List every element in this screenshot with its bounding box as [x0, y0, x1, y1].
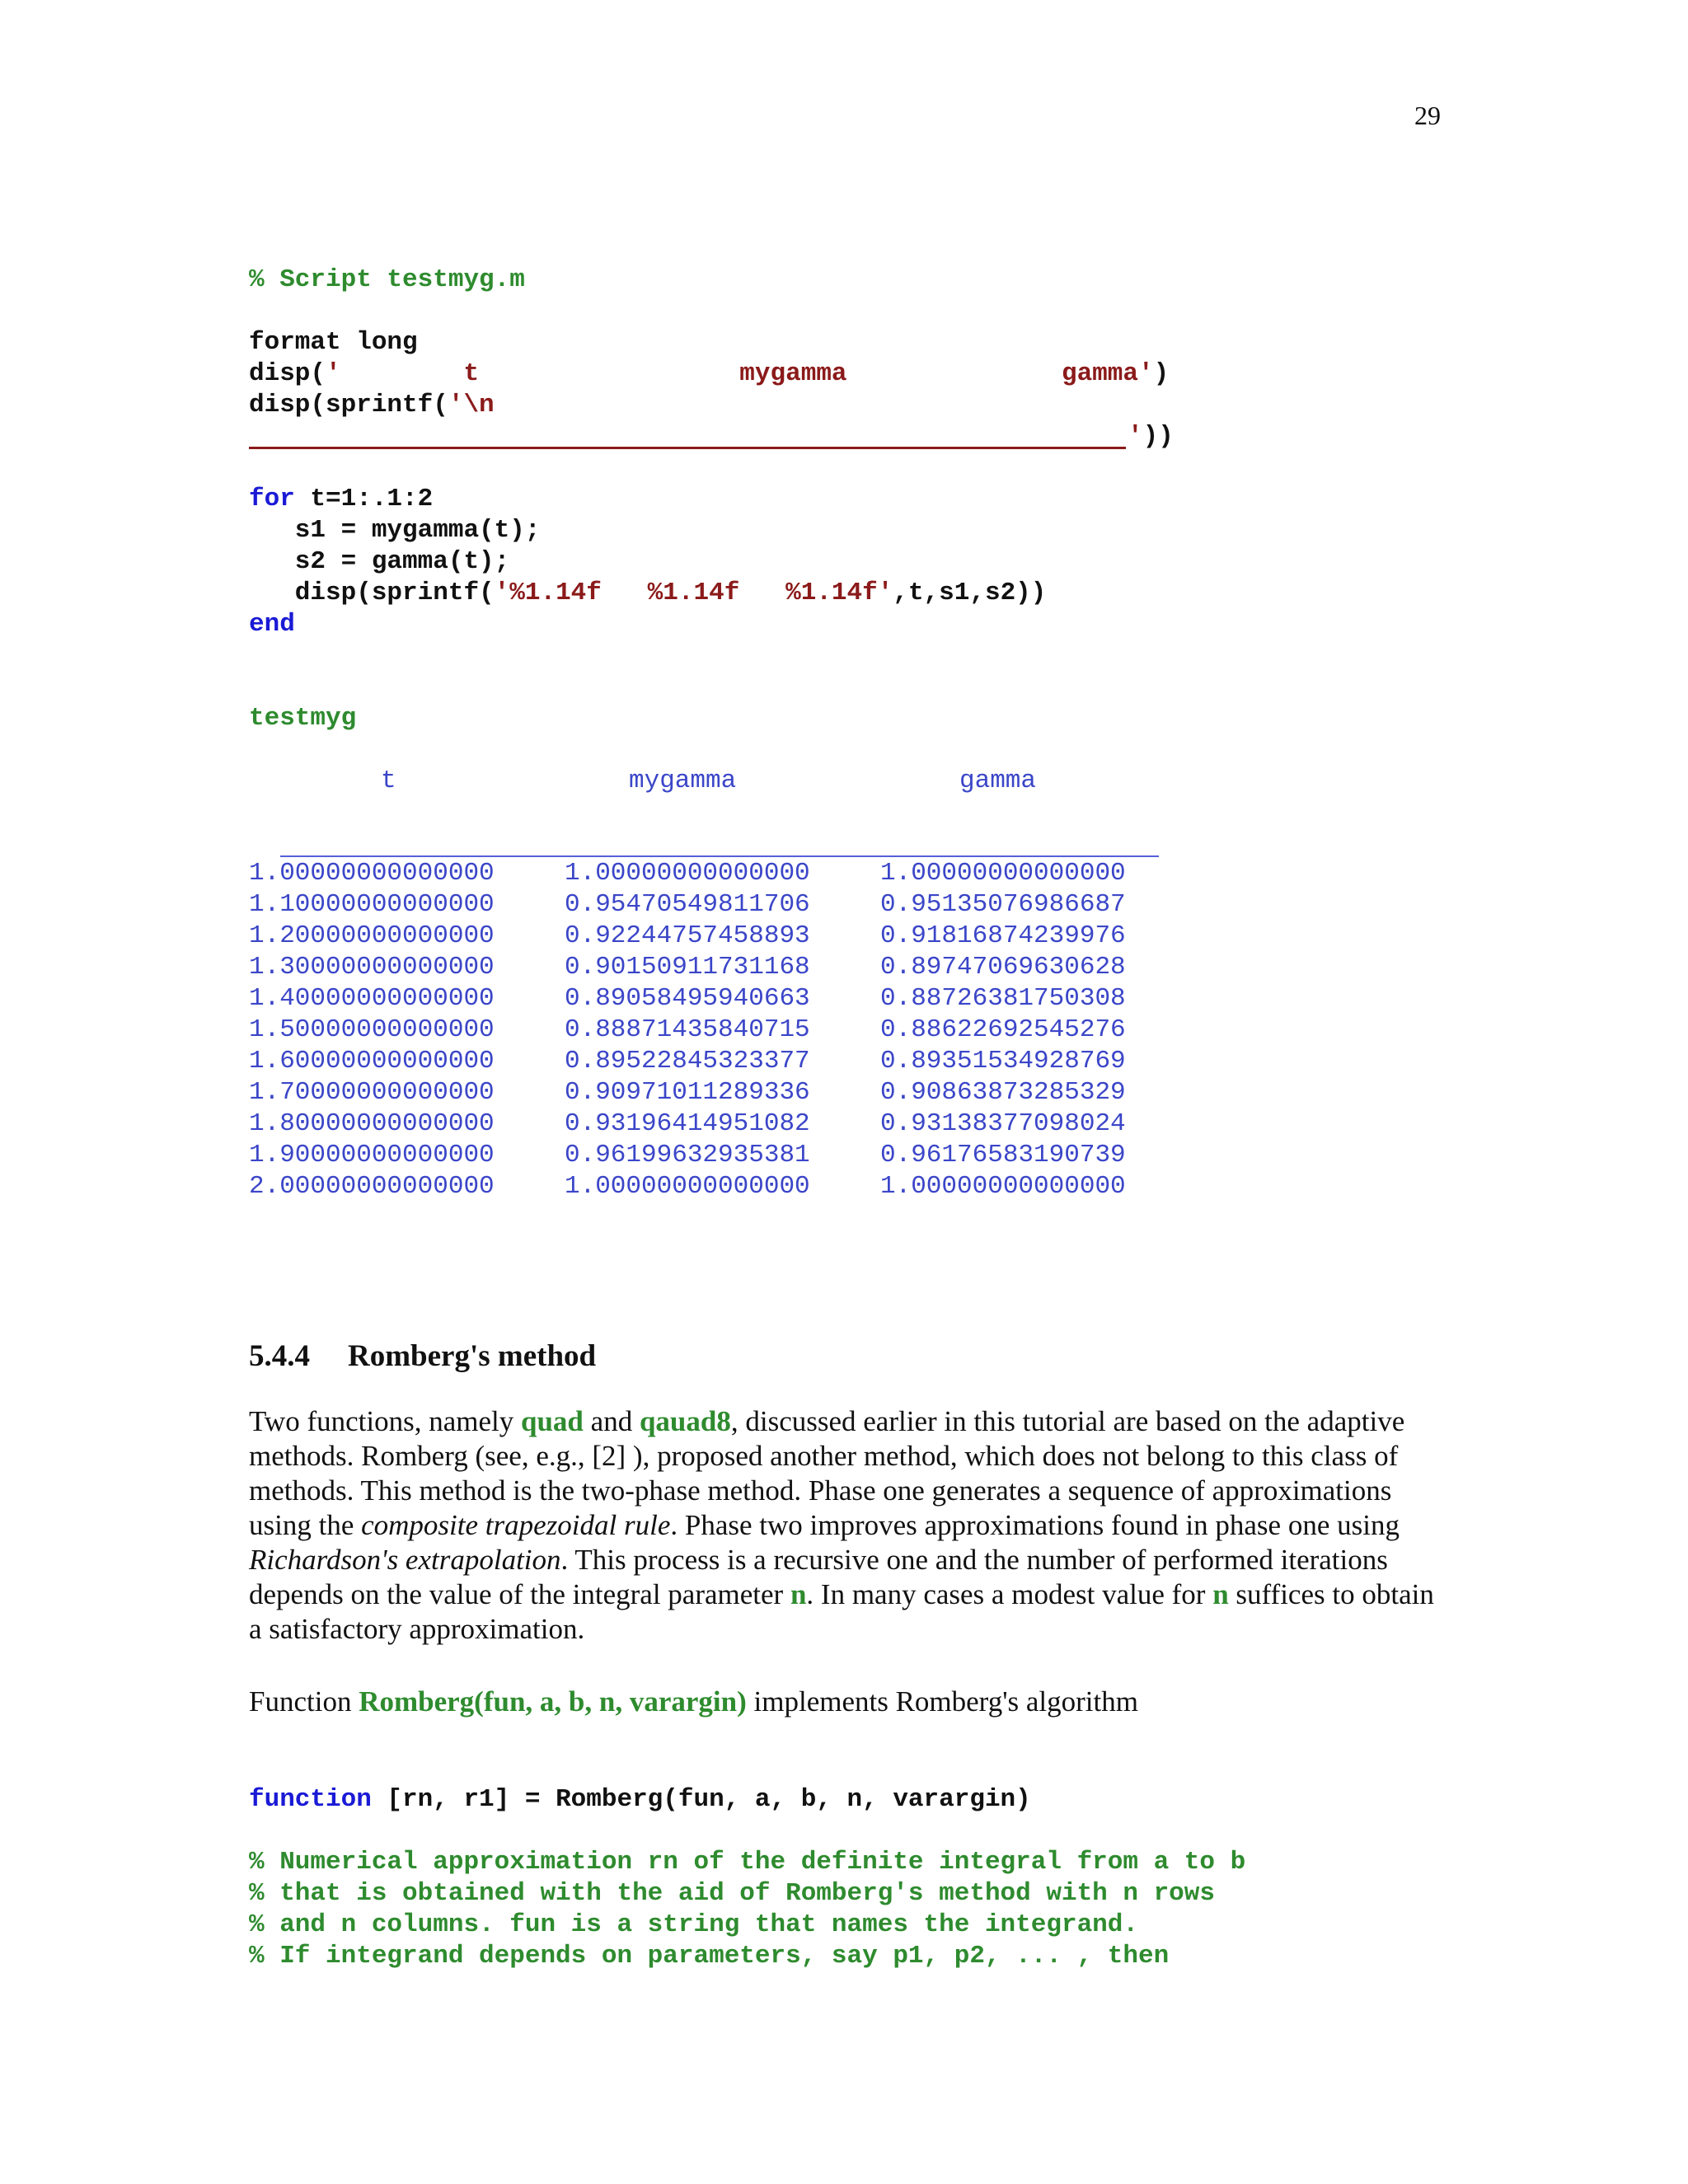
- output-cell-t: 1.70000000000000: [249, 1078, 495, 1107]
- code-keyword: function: [249, 1785, 372, 1814]
- output-cell-t: 1.60000000000000: [249, 1047, 495, 1076]
- keyword-n: n: [790, 1578, 807, 1610]
- section-heading: [249, 1338, 596, 1374]
- output-cell-t: 1.30000000000000: [249, 953, 495, 982]
- output-command: testmyg: [249, 704, 357, 733]
- code-disp-sprintf-tail: [1128, 421, 1174, 452]
- code-string: '\n: [448, 391, 495, 419]
- code-string: '%1.14f %1.14f %1.14f': [494, 579, 893, 607]
- output-cell-gamma: 0.88622692545276: [880, 1015, 1126, 1044]
- code-s1-line: s1 = mygamma(t);: [249, 516, 541, 545]
- section-number: 5.4.4: [249, 1339, 310, 1373]
- text-run: implements Romberg's algorithm: [746, 1685, 1138, 1718]
- text-run: Function: [249, 1685, 359, 1718]
- code-string: ' t mygamma gamma': [326, 359, 1154, 388]
- output-cell-gamma: 0.95135076986687: [880, 890, 1126, 919]
- code-token: disp(: [249, 359, 326, 388]
- code-disp-sprintf: [249, 390, 495, 421]
- output-table-row: [249, 1140, 1152, 1171]
- code-keyword: for: [249, 485, 295, 513]
- output-cell-t: 2.00000000000000: [249, 1172, 495, 1201]
- output-cell-mygamma: 0.90971011289336: [565, 1078, 810, 1107]
- output-table-row: [249, 1046, 1152, 1077]
- output-table-row: [249, 983, 1152, 1015]
- code-token: disp(sprintf(: [249, 391, 448, 419]
- text-run: . This process is a recursive one and the number of performed iterations depends on the value of the integral parameter: [249, 1544, 1388, 1610]
- code-end-keyword: end: [249, 610, 295, 639]
- keyword-qauad8: qauad8: [639, 1405, 731, 1437]
- output-cell-mygamma: 1.00000000000000: [565, 859, 810, 888]
- code-comment-line: % and n columns. fun is a string that names the integrand.: [249, 1910, 1138, 1939]
- code-token: ): [1153, 359, 1170, 388]
- code-disp-line: [249, 578, 1046, 609]
- section-title: Romberg's method: [348, 1339, 597, 1373]
- output-table-row: [249, 1171, 1152, 1202]
- code-comment-line: % that is obtained with the aid of Romberg's method with n rows: [249, 1879, 1215, 1908]
- text-run: , discussed earlier in this tutorial are based on the adaptive methods. Romberg (see, e.g., [2] ), proposed another method, which does not belong to this class of methods. This method is the two-phase method. Phase one generates a sequence of approximations using the: [249, 1405, 1405, 1541]
- output-table-row: [249, 1077, 1152, 1108]
- output-table-row: [249, 1015, 1152, 1046]
- output-cell-mygamma: 0.95470549811706: [565, 890, 810, 919]
- script-comment: % Script testmyg.m: [249, 265, 525, 294]
- output-cell-t: 1.40000000000000: [249, 984, 495, 1013]
- output-cell-t: 1.10000000000000: [249, 890, 495, 919]
- output-cell-mygamma: 0.90150911731168: [565, 953, 810, 982]
- output-cell-t: 1.90000000000000: [249, 1141, 495, 1169]
- body-paragraph-2: [249, 1685, 1436, 1719]
- output-table-row: [249, 858, 1152, 889]
- output-cell-t: 1.50000000000000: [249, 1015, 495, 1044]
- output-cell-mygamma: 0.92244757458893: [565, 921, 810, 950]
- output-cell-t: 1.00000000000000: [249, 859, 495, 888]
- code-format-long: format long: [249, 328, 418, 357]
- output-cell-gamma: 1.00000000000000: [880, 1172, 1126, 1201]
- output-separator-line: [280, 855, 1159, 857]
- output-table-row: [249, 952, 1152, 983]
- output-cell-mygamma: 0.93196414951082: [565, 1109, 810, 1138]
- output-header-t: t: [381, 766, 396, 795]
- code-token: disp(sprintf(: [249, 579, 495, 607]
- text-run: . In many cases a modest value for: [806, 1578, 1213, 1610]
- output-cell-mygamma: 0.89522845323377: [565, 1047, 810, 1076]
- page-number: 29: [1414, 101, 1441, 130]
- code-underline-string: [249, 447, 1126, 449]
- output-header-gamma: gamma: [959, 766, 1037, 795]
- code-for-line: [249, 484, 433, 515]
- code-s2-line: s2 = gamma(t);: [249, 547, 510, 576]
- output-cell-mygamma: 1.00000000000000: [565, 1172, 810, 1201]
- emphasis-richardson-extrapolation: Richardson's extrapolation: [249, 1544, 561, 1576]
- output-cell-gamma: 0.91816874239976: [880, 921, 1126, 950]
- keyword-romberg-signature: Romberg(fun, a, b, n, varargin): [359, 1685, 747, 1718]
- code-string: ': [1128, 422, 1143, 451]
- output-cell-gamma: 0.89351534928769: [880, 1047, 1126, 1076]
- code-token: [rn, r1] = Romberg(fun, a, b, n, varargin): [371, 1785, 1031, 1814]
- output-cell-gamma: 0.88726381750308: [880, 984, 1126, 1013]
- body-paragraph-1: [249, 1404, 1436, 1647]
- output-cell-t: 1.20000000000000: [249, 921, 495, 950]
- output-cell-gamma: 1.00000000000000: [880, 859, 1126, 888]
- code-comment-line: % If integrand depends on parameters, say p1, p2, ... , then: [249, 1942, 1170, 1971]
- output-cell-t: 1.80000000000000: [249, 1109, 495, 1138]
- code-comment-line: % Numerical approximation rn of the definite integral from a to b: [249, 1848, 1246, 1877]
- keyword-n: n: [1212, 1578, 1229, 1610]
- code-token: ,t,s1,s2)): [893, 579, 1047, 607]
- text-run: suffices to obtain a satisfactory approximation.: [249, 1578, 1434, 1645]
- text-run: . Phase two improves approximations found in phase one using: [670, 1509, 1400, 1541]
- output-cell-mygamma: 0.96199632935381: [565, 1141, 810, 1169]
- output-cell-gamma: 0.90863873285329: [880, 1078, 1126, 1107]
- output-header-mygamma: mygamma: [629, 766, 737, 795]
- code-function-signature: [249, 1784, 1031, 1816]
- code-token: t=1:.1:2: [294, 485, 434, 513]
- output-table-row: [249, 1108, 1152, 1140]
- output-cell-gamma: 0.93138377098024: [880, 1109, 1126, 1138]
- output-cell-mygamma: 0.89058495940663: [565, 984, 810, 1013]
- output-table-row: [249, 889, 1152, 921]
- keyword-quad: quad: [521, 1405, 584, 1437]
- output-cell-gamma: 0.89747069630628: [880, 953, 1126, 982]
- output-table-row: [249, 921, 1152, 952]
- text-run: and: [583, 1405, 640, 1437]
- output-table: [249, 858, 1152, 1202]
- emphasis-composite-trapezoidal-rule: composite trapezoidal rule: [361, 1509, 671, 1541]
- code-disp-header: [249, 359, 1169, 390]
- text-run: Two functions, namely: [249, 1405, 521, 1437]
- code-token: )): [1142, 422, 1174, 451]
- output-cell-gamma: 0.96176583190739: [880, 1141, 1126, 1169]
- output-cell-mygamma: 0.88871435840715: [565, 1015, 810, 1044]
